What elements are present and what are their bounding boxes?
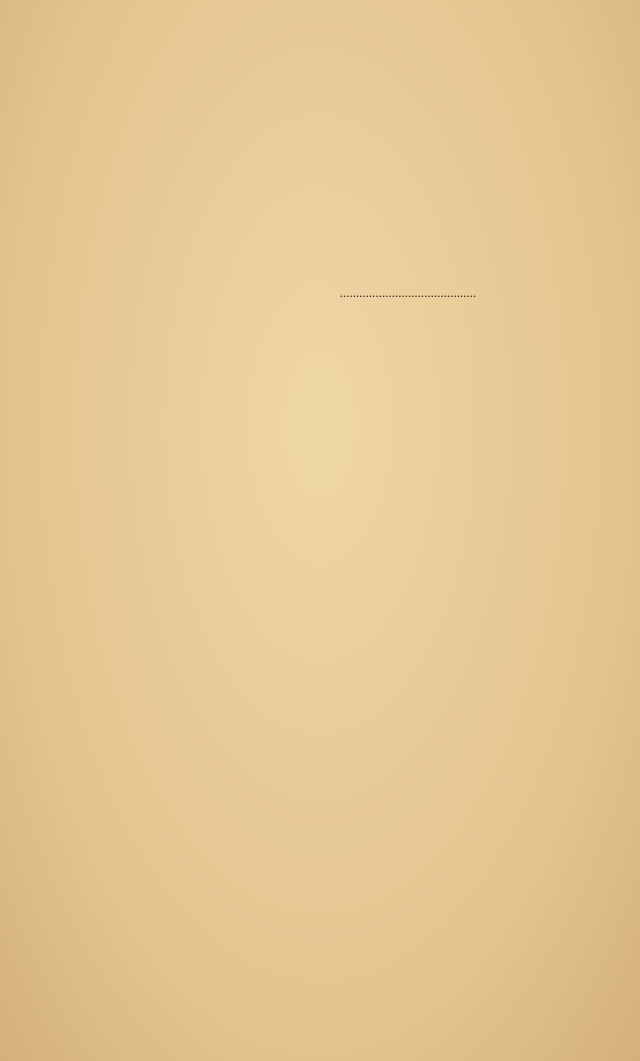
ritardando-marking: .......................................... [340,285,477,300]
